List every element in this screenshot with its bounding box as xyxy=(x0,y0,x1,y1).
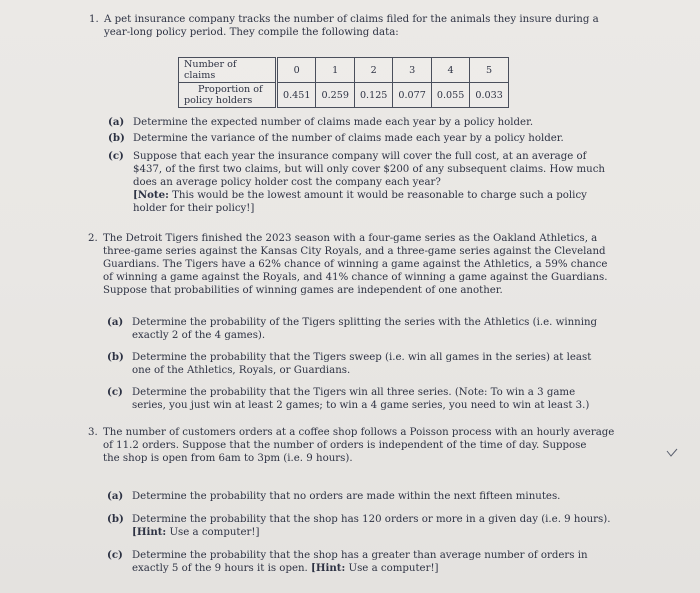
q3-number: 3. xyxy=(88,427,98,438)
q3a-label: (a) xyxy=(107,490,124,502)
q3b-hint-text: Use a computer!] xyxy=(166,527,260,538)
q2b-label: (b) xyxy=(107,351,124,363)
q3-text-line3: the shop is open from 6am to 3pm (i.e. 9 hours). xyxy=(103,453,353,464)
q2c-text-line1: Determine the probability that the Tigers win all three series. (Note: To win a 3 game xyxy=(132,387,576,398)
q1-number: 1. xyxy=(89,14,99,25)
q3b-hint-label: [Hint: xyxy=(132,526,167,538)
claims-cell: 4 xyxy=(431,58,469,83)
q1c-text-line1: Suppose that each year the insurance company will cover the full cost, at an average of xyxy=(133,151,587,162)
q1-text-line1: A pet insurance company tracks the number of claims filed for the animals they insure during a xyxy=(104,14,599,25)
proportion-cell: 0.125 xyxy=(354,83,392,108)
q3-text-line1: The number of customers orders at a coffee shop follows a Poisson process with an hourly average xyxy=(103,427,615,438)
q1c-note-text: This would be the lowest amount it would be reasonable to charge such a policy xyxy=(168,190,587,201)
q3b-text: Determine the probability that the shop has 120 orders or more in a given day (i.e. 9 hours). xyxy=(132,514,611,525)
q3b-hint xyxy=(132,526,259,539)
proportion-header-line2: policy holders xyxy=(184,95,253,106)
proportion-cell: 0.077 xyxy=(393,83,431,108)
q1c-text-line2: $437, of the first two claims, but will only cover $200 of any subsequent claims. How much xyxy=(133,164,605,175)
claims-cell: 3 xyxy=(393,58,431,83)
q3a-text: Determine the probability that no orders are made within the next fifteen minutes. xyxy=(132,491,561,502)
q2b-text-line1: Determine the probability that the Tigers sweep (i.e. win all games in the series) at least xyxy=(132,352,592,363)
q3c-label: (c) xyxy=(107,549,123,561)
proportion-cell: 0.033 xyxy=(470,83,508,108)
q1b-label: (b) xyxy=(108,132,125,144)
q2-text-line3: Guardians. The Tigers have a 62% chance of winning a game against the Athletics, a 59% chance xyxy=(103,259,608,270)
proportion-cell: 0.259 xyxy=(316,83,354,108)
q3c-text-line1: Determine the probability that the shop has a greater than average number of orders in xyxy=(132,550,588,561)
q1c-note-line2: holder for their policy!] xyxy=(133,203,255,214)
q2a-label: (a) xyxy=(107,316,124,328)
proportion-cell: 0.451 xyxy=(277,83,316,108)
q1c-note-line1 xyxy=(133,189,587,202)
q2-text-line1: The Detroit Tigers finished the 2023 season with a four-game series as the Oakland Athletics, a xyxy=(103,233,598,244)
q2-number: 2. xyxy=(88,233,98,244)
claims-cell: 1 xyxy=(316,58,354,83)
q1-text-line2: year-long policy period. They compile the following data: xyxy=(104,27,399,38)
q2-text-line4: of winning a game against the Royals, and 41% chance of winning a game against the Guardians. xyxy=(103,272,608,283)
q3c-hint-text: Use a computer!] xyxy=(345,563,439,574)
proportion-header-line1: Proportion of xyxy=(198,84,263,95)
proportion-cell: 0.055 xyxy=(431,83,469,108)
pen-tick-mark xyxy=(666,448,678,458)
q3b-label: (b) xyxy=(107,513,124,525)
q1c-label: (c) xyxy=(108,150,124,162)
q3c-text-line2 xyxy=(132,562,439,575)
q2b-text-line2: one of the Athletics, Royals, or Guardians. xyxy=(132,365,351,376)
q1a-label: (a) xyxy=(108,116,125,128)
q1b-text: Determine the variance of the number of claims made each year by a policy holder. xyxy=(133,133,564,144)
q2a-text-line2: exactly 2 of the 4 games). xyxy=(132,330,266,341)
claims-table xyxy=(178,57,509,108)
q1a-text: Determine the expected number of claims made each year by a policy holder. xyxy=(133,117,534,128)
q3c-hint-label: [Hint: xyxy=(311,562,346,574)
proportion-row xyxy=(179,83,509,108)
claims-cell: 2 xyxy=(354,58,392,83)
q3c-text-line2-main: exactly 5 of the 9 hours it is open. xyxy=(132,563,312,574)
claims-row xyxy=(179,58,509,83)
q2-text-line5: Suppose that probabilities of winning games are independent of one another. xyxy=(103,285,503,296)
q2c-text-line2: series, you just win at least 2 games; to win a 4 game series, you need to win at least 3.) xyxy=(132,400,590,411)
q3-text-line2: of 11.2 orders. Suppose that the number of orders is independent of the time of day. Suppose xyxy=(103,440,587,451)
q1c-note-label: [Note: xyxy=(133,189,169,201)
q2c-label: (c) xyxy=(107,386,123,398)
claims-cell: 0 xyxy=(277,58,316,83)
claims-cell: 5 xyxy=(470,58,508,83)
q1c-text-line3: does an average policy holder cost the company each year? xyxy=(133,177,441,188)
q2-text-line2: three-game series against the Kansas City Royals, and a three-game series against the Cleveland xyxy=(103,246,606,257)
q2a-text-line1: Determine the probability of the Tigers splitting the series with the Athletics (i.e. winning xyxy=(132,317,598,328)
claims-row-header: Number of claims xyxy=(179,58,277,83)
proportion-row-header xyxy=(179,83,277,108)
